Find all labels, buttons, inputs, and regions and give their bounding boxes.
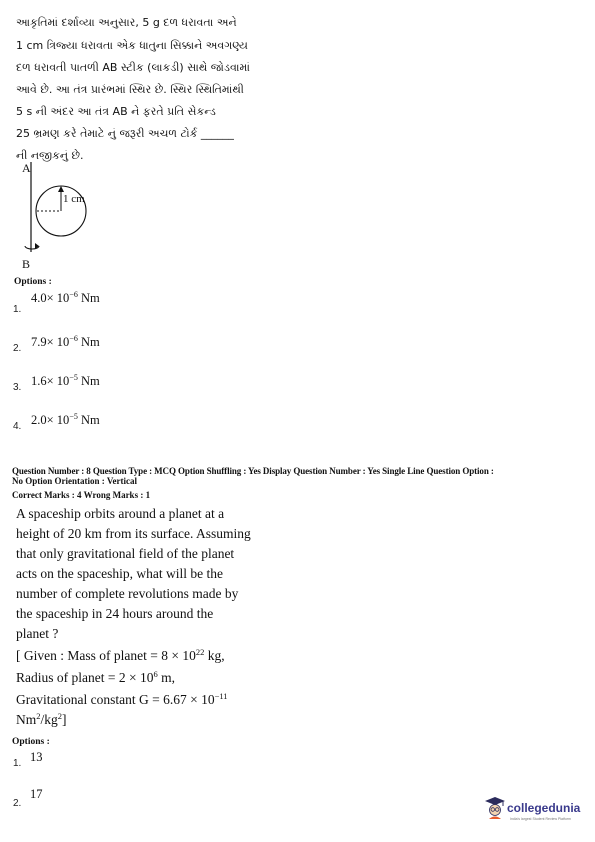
figure-label-a: A [22, 161, 31, 175]
q8-line-6: the spaceship in 24 hours around the [16, 606, 214, 621]
q8-option-1-number: 1. [13, 758, 22, 769]
q8-line-1: A spaceship orbits around a planet at a [16, 506, 225, 521]
q7-option-4[interactable]: $2.0\times 10^{-5}$ Nm [31, 412, 100, 427]
q8-line-2: height of 20 km from its surface. Assuming [16, 526, 251, 541]
q7-option-3[interactable]: $1.6\times 10^{-5}$ Nm [31, 373, 100, 388]
q7-option-1[interactable]: $4.0\times 10^{-6}$ Nm [31, 290, 100, 305]
logo-wordmark: collegedunia [507, 801, 581, 815]
q7-line-2: 1 cm ત્રિજ્યા ધરાવતા એક ધાતુના સિક્કાને અવગણ્ય [16, 39, 248, 52]
q7-line-5: 5 s ની અંદર આ તંત્ર AB ને ફરતે પ્રતિ સેકન્ડ [16, 105, 216, 118]
graduate-icon [484, 796, 506, 820]
q8-options-label: Options : [12, 737, 50, 747]
q8-line-4: acts on the spaceship, what will be the [16, 566, 223, 581]
q8-option-1[interactable]: 13 [30, 750, 43, 764]
q8-header-line-2: No Option Orientation : Vertical [12, 476, 137, 486]
logo-tagline: India's largest Student Review Platform [510, 817, 571, 821]
coin-stick-figure [10, 160, 120, 270]
q8-line-5: number of complete revolutions made by [16, 586, 239, 601]
figure-label-b: B [22, 257, 31, 271]
q8-header-line-1: Question Number : 8 Question Type : MCQ Option Shuffling : Yes Display Question Number : Yes Single Line Question Option : [12, 466, 494, 476]
q8-given-g: Gravitational constant $G = 6.67 \times 10^{-11}$ [16, 691, 228, 707]
q7-option-3-number: 3. [13, 382, 22, 393]
q8-given-radius: Radius of planet = $2 \times 10^6$ m, [16, 669, 175, 685]
q7-option-1-number: 1. [13, 304, 22, 315]
q7-line-7: ની નજીકનું છે. [16, 149, 84, 162]
q7-line-1: આકૃતિમાં દર્શાવ્યા અનુસાર, 5 g દળ ધરાવતા અને [16, 16, 237, 29]
q7-line-6: 25 ભ્રમણ કરે તેમાટે નું જરૂરી અચળ ટોર્ક ______ [16, 127, 234, 140]
q7-line-4: આવે છે. આ તંત્ર પ્રારંભમાં સ્થિર છે. સ્થિર સ્થિતિમાંથી [16, 83, 244, 96]
q8-line-3: that only gravitational field of the planet [16, 546, 235, 561]
q8-marks: Correct Marks : 4 Wrong Marks : 1 [12, 490, 151, 500]
q7-line-3: દળ ધરાવતી પાતળી AB સ્ટીક (લાકડી) સાથે જોડવામાં [16, 61, 250, 74]
q8-option-2-number: 2. [13, 798, 22, 809]
q8-option-2[interactable]: 17 [30, 787, 43, 801]
q7-option-4-number: 4. [13, 421, 22, 432]
q7-option-2[interactable]: $7.9\times 10^{-6}$ Nm [31, 334, 100, 349]
q8-line-7: planet ? [16, 626, 59, 641]
figure-radius-label: 1 cm [63, 193, 85, 205]
q7-option-2-number: 2. [13, 343, 22, 354]
q8-given-mass: [ Given : Mass of planet = $8 \times 10^{22}$ kg, [16, 647, 225, 663]
collegedunia-logo [484, 793, 590, 833]
q8-given-unit: $Nm^2/kg^2$] [16, 711, 67, 727]
q7-options-label: Options : [14, 277, 52, 287]
